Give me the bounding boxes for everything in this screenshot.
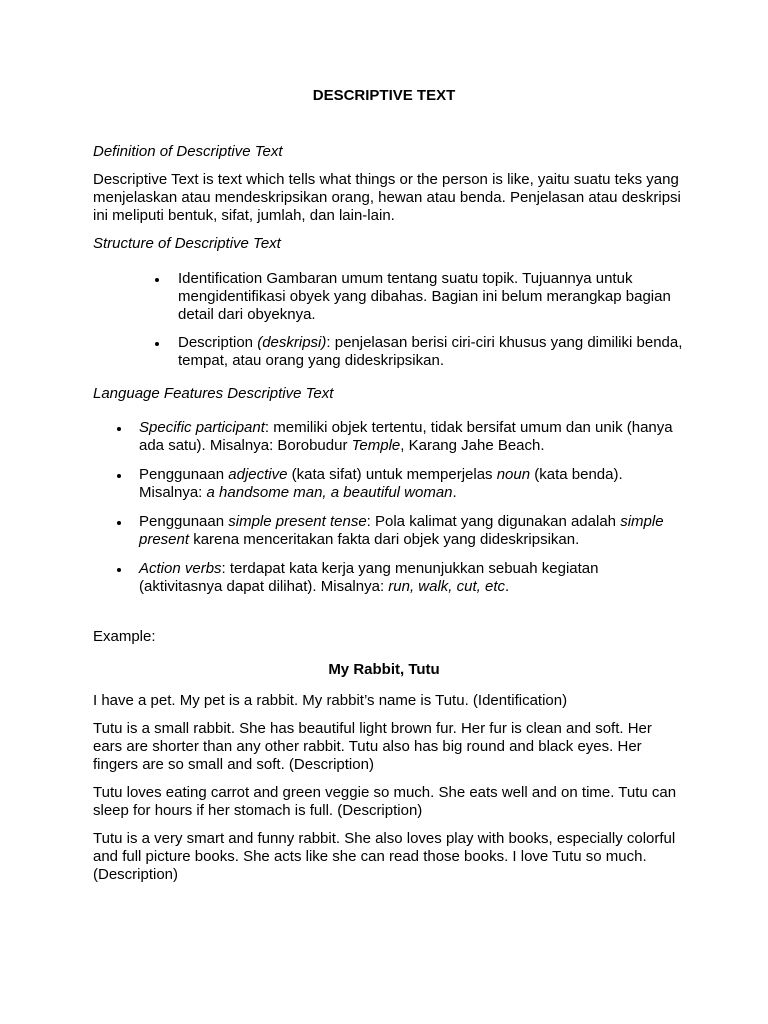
item-italic-text: Specific participant	[139, 419, 265, 436]
item-text: Description	[178, 334, 258, 351]
bullet-icon	[117, 427, 121, 431]
list-item	[178, 270, 683, 324]
item-text: : penjelasan berisi ciri-ciri khusus yang dimiliki benda, tempat, atau orang yang dideskripsikan.	[178, 334, 683, 369]
example-paragraph: I have a pet. My pet is a rabbit. My rabbit’s name is Tutu. (Identification)	[93, 692, 568, 709]
definition-paragraph: Descriptive Text is text which tells what things or the person is like, yaitu suatu teks yang menjelaskan atau mendeskripsikan orang, hewan atau benda. Penjelasan atau deskripsi ini meliputi bentuk, sifat, jumlah, dan lain-lain.	[93, 171, 681, 224]
item-text: Identification Gambaran umum tentang suatu topik. Tujuannya untuk mengidentifikasi obyek yang dibahas. Bagian ini belum merangkap bagian detail dari obyeknya.	[178, 270, 671, 323]
item-text: , Karang Jahe Beach.	[400, 437, 545, 454]
bullet-icon	[117, 521, 121, 525]
list-item	[178, 334, 683, 370]
structure-heading: Structure of Descriptive Text	[93, 235, 281, 252]
item-text: : Pola kalimat yang digunakan adalah	[366, 513, 621, 530]
item-italic-text: (deskripsi)	[257, 334, 327, 351]
language-heading: Language Features Descriptive Text	[93, 385, 334, 402]
example-paragraph: Tutu loves eating carrot and green veggie so much. She eats well and on time. Tutu can sleep for hours if her stomach is full. (Description)	[93, 784, 677, 819]
definition-heading: Definition of Descriptive Text	[93, 143, 283, 160]
list-item	[139, 560, 683, 596]
item-italic-text: a handsome man, a beautiful woman	[206, 484, 453, 501]
item-italic-text: Action verbs	[139, 560, 222, 577]
item-text: .	[452, 484, 457, 501]
bullet-icon	[117, 568, 121, 572]
item-text: : terdapat kata kerja yang menunjukkan sebuah kegiatan (aktivitasnya dapat dilihat). Misalnya:	[139, 560, 599, 595]
example-paragraph: Tutu is a very smart and funny rabbit. She also loves play with books, especially colorful and full picture books. She acts like she can read those books. I love Tutu so much. (Description)	[93, 830, 676, 883]
item-text: .	[505, 578, 510, 595]
item-italic-text: simple present	[139, 513, 664, 548]
item-italic-text: Temple	[351, 437, 401, 454]
item-italic-text: simple present tense	[228, 513, 367, 530]
bullet-icon	[117, 474, 121, 478]
item-text: (kata sifat) untuk memperjelas	[287, 466, 497, 483]
item-italic-text: adjective	[228, 466, 288, 483]
list-item	[139, 513, 683, 549]
item-italic-text: run, walk, cut, etc	[388, 578, 505, 595]
bullet-icon	[155, 342, 159, 346]
item-italic-text: noun	[496, 466, 531, 483]
example-label: Example:	[93, 628, 156, 645]
list-item	[139, 466, 683, 502]
item-text: : memiliki objek tertentu, tidak bersifat umum dan unik (hanya ada satu). Misalnya: Borobudur	[139, 419, 673, 454]
item-text: Penggunaan	[139, 466, 229, 483]
item-text: (kata benda). Misalnya:	[139, 466, 623, 501]
item-text: karena menceritakan fakta dari objek yang dideskripsikan.	[189, 531, 580, 548]
example-paragraph: Tutu is a small rabbit. She has beautiful light brown fur. Her fur is clean and soft. Her ears are shorter than any other rabbit. Tutu also has big round and black eyes. Her fingers are so small and soft. (Description)	[93, 720, 652, 773]
item-text: Penggunaan	[139, 513, 229, 530]
language-list	[139, 419, 683, 596]
structure-list	[178, 270, 683, 370]
bullet-icon	[155, 278, 159, 282]
document-title: DESCRIPTIVE TEXT	[312, 87, 456, 104]
list-item	[139, 419, 683, 455]
example-title: My Rabbit, Tutu	[328, 661, 440, 678]
